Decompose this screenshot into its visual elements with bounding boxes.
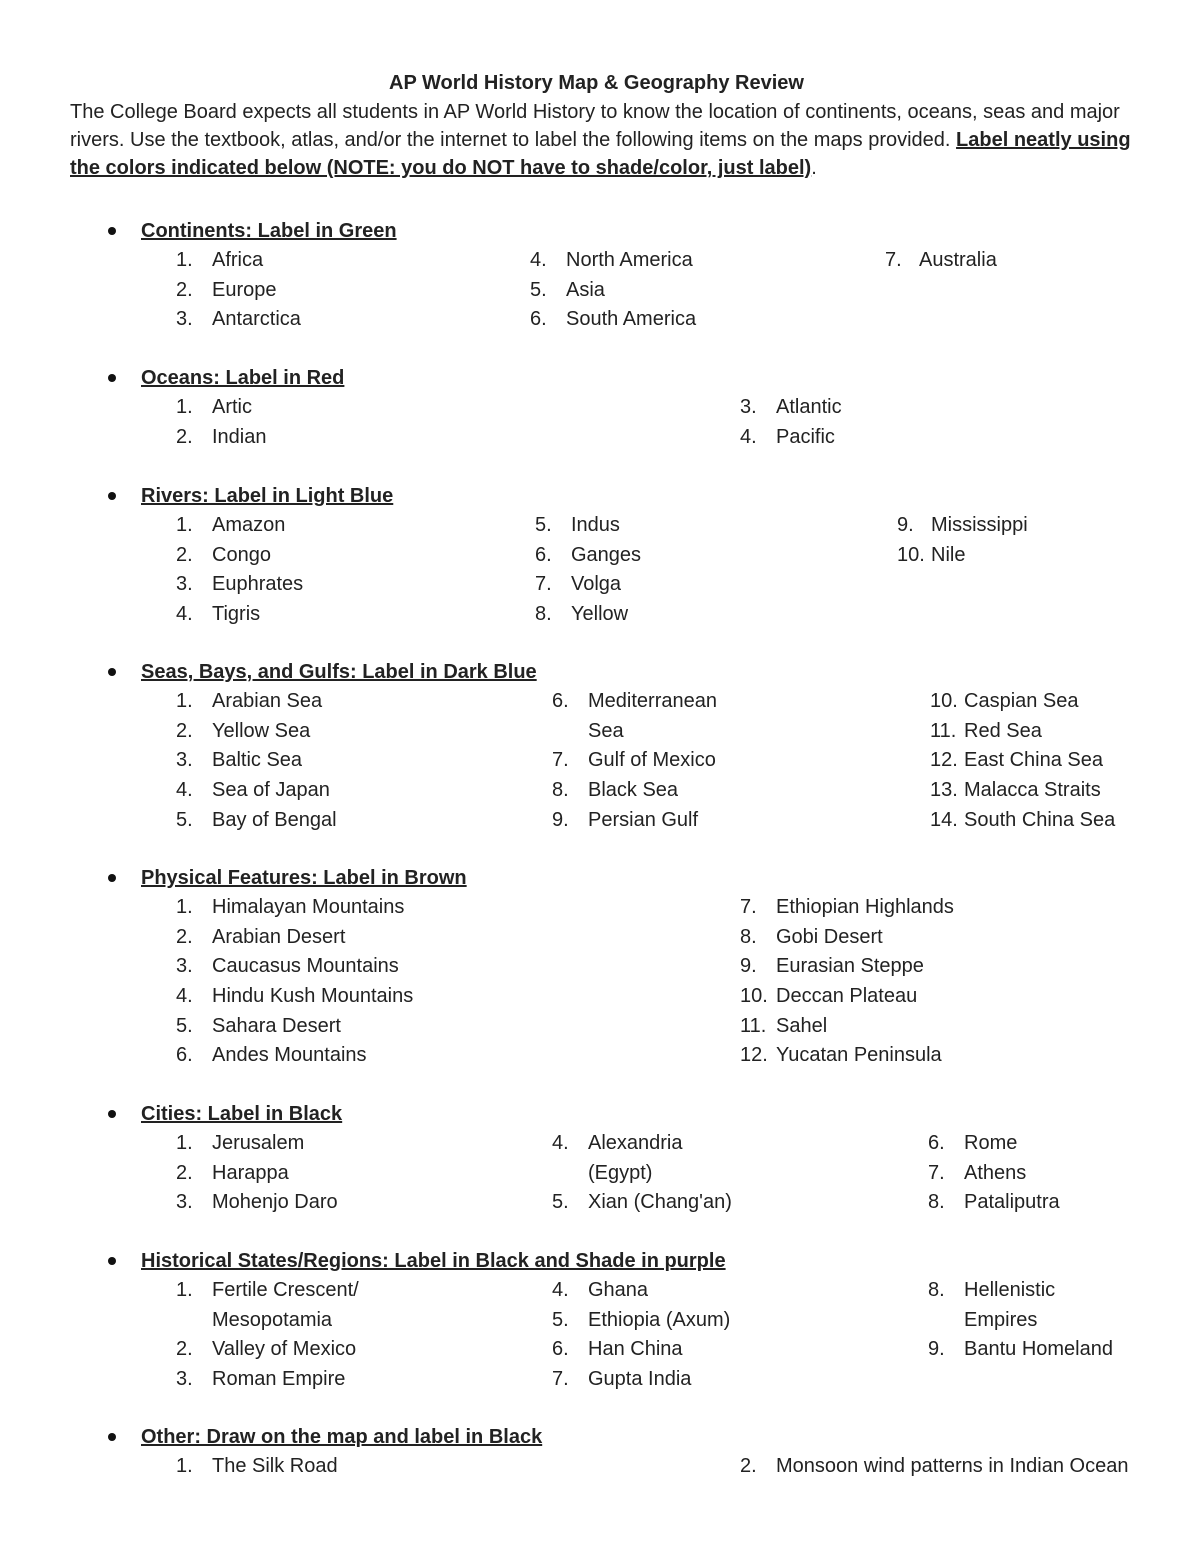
item-text: Amazon	[212, 514, 286, 536]
item-text: Euphrates	[212, 573, 304, 596]
item-text: Ganges	[571, 543, 642, 566]
section-heading-text: Physical Features: Label in Brown	[141, 867, 467, 889]
item-text: South America	[566, 308, 697, 331]
item-number: 1.	[176, 396, 193, 418]
item-number: 3.	[740, 396, 757, 418]
item-number: 3.	[176, 308, 193, 331]
item-number: 2.	[176, 1338, 193, 1361]
item-text: Hindu Kush Mountains	[212, 985, 414, 1008]
section-heading-text: Continents: Label in Green	[141, 220, 397, 242]
section-heading-text: Cities: Label in Black	[141, 1103, 343, 1125]
bullet-icon	[108, 1257, 116, 1265]
item-text: Monsoon wind patterns in Indian Ocean	[776, 1455, 1129, 1477]
item-text: Deccan Plateau	[776, 985, 918, 1008]
item-text: Han China	[588, 1338, 683, 1361]
item-number: 1.	[176, 1279, 193, 1301]
item-number: 8.	[740, 925, 757, 948]
item-text: Caspian Sea	[964, 690, 1079, 712]
item-text: Andes Mountains	[212, 1044, 367, 1067]
item-number: 8.	[928, 1191, 945, 1214]
item-text: Ghana	[588, 1279, 649, 1301]
item-text: Gupta India	[588, 1368, 692, 1391]
item-text: Mohenjo Daro	[212, 1191, 338, 1214]
item-text: Mesopotamia	[212, 1308, 333, 1331]
item-text: Nile	[931, 543, 966, 566]
item-number: 7.	[885, 249, 902, 271]
item-number: 1.	[176, 1132, 193, 1154]
item-number: 2.	[176, 543, 193, 566]
item-number: 5.	[530, 278, 547, 301]
item-text: Fertile Crescent/	[212, 1279, 359, 1301]
item-text: Asia	[566, 278, 605, 301]
item-text: Harappa	[212, 1161, 289, 1184]
item-text: Pacific	[776, 425, 835, 448]
item-text: North America	[566, 249, 693, 271]
item-text: Alexandria	[588, 1132, 683, 1154]
item-text: Persian Gulf	[588, 808, 699, 831]
item-number: 2.	[176, 425, 193, 448]
item-number: 4.	[552, 1132, 569, 1154]
bullet-icon	[108, 668, 116, 676]
item-number: 13.	[930, 779, 958, 802]
item-text: East China Sea	[964, 749, 1103, 772]
bullet-icon	[108, 374, 116, 382]
item-number: 7.	[928, 1161, 945, 1184]
item-text: Australia	[919, 249, 997, 271]
item-text: Black Sea	[588, 779, 679, 802]
item-number: 8.	[535, 603, 552, 626]
item-text: Europe	[212, 278, 277, 301]
instruction-note: Label neatly using the colors indicated below (NOTE: you do NOT have to shade/color, just label)	[70, 129, 1131, 179]
item-number: 9.	[740, 955, 757, 978]
item-number: 6.	[552, 1338, 569, 1361]
item-text: The Silk Road	[212, 1455, 338, 1477]
item-text: Artic	[212, 396, 252, 418]
item-text: Sahel	[776, 1014, 828, 1037]
item-number: 6.	[535, 543, 552, 566]
item-number: 5.	[535, 514, 552, 536]
item-number: 4.	[176, 779, 193, 802]
item-number: 7.	[552, 749, 569, 772]
bullet-icon	[108, 1110, 116, 1118]
item-number: 11.	[930, 719, 957, 742]
item-number: 1.	[176, 1455, 193, 1477]
item-number: 2.	[176, 719, 193, 742]
item-text: Yellow Sea	[212, 719, 311, 742]
item-text: Ethiopian Highlands	[776, 896, 954, 918]
section-heading-text: Historical States/Regions: Label in Black and Shade in purple	[141, 1250, 726, 1272]
item-number: 6.	[176, 1044, 193, 1067]
item-number: 9.	[928, 1338, 945, 1361]
item-number: 2.	[176, 1161, 193, 1184]
item-text: Indian	[212, 425, 267, 448]
item-number: 10.	[740, 985, 768, 1008]
item-text: Atlantic	[776, 396, 842, 418]
item-text: Gobi Desert	[776, 925, 883, 948]
item-text: Red Sea	[964, 719, 1042, 742]
item-text: Indus	[571, 514, 620, 536]
item-number: 7.	[740, 896, 757, 918]
item-number: 6.	[928, 1132, 945, 1154]
item-number: 3.	[176, 1368, 193, 1391]
item-text: Bantu Homeland	[964, 1338, 1113, 1361]
item-number: 7.	[535, 573, 552, 596]
item-text: Sea	[588, 719, 624, 742]
item-number: 11.	[740, 1014, 767, 1037]
item-text: Hellenistic	[964, 1279, 1056, 1301]
section-heading-text: Oceans: Label in Red	[141, 367, 345, 389]
item-text: Himalayan Mountains	[212, 896, 405, 918]
item-number: 7.	[552, 1368, 569, 1391]
item-number: 8.	[552, 779, 569, 802]
item-number: 3.	[176, 955, 193, 978]
item-text: Ethiopia (Axum)	[588, 1308, 731, 1331]
intro-text: The College Board expects all students in AP World History to know the location of continents, oceans, seas and major rivers. Use the textbook, atlas, and/or the internet to label the following items on the maps provided.	[70, 101, 1120, 151]
item-number: 12.	[930, 749, 958, 772]
item-text: (Egypt)	[588, 1161, 653, 1184]
item-text: Pataliputra	[964, 1191, 1060, 1214]
item-number: 4.	[176, 985, 193, 1008]
item-number: 1.	[176, 690, 193, 712]
item-number: 5.	[176, 808, 193, 831]
document-title: AP World History Map & Geography Review	[389, 72, 804, 94]
item-text: Roman Empire	[212, 1368, 346, 1391]
bullet-icon	[108, 227, 116, 235]
section-heading-text: Seas, Bays, and Gulfs: Label in Dark Blue	[141, 661, 537, 683]
item-text: Empires	[964, 1308, 1038, 1331]
item-number: 4.	[530, 249, 547, 271]
section-heading-text: Rivers: Label in Light Blue	[141, 485, 394, 507]
item-number: 12.	[740, 1044, 768, 1067]
item-text: Sahara Desert	[212, 1014, 341, 1037]
item-number: 4.	[552, 1279, 569, 1301]
item-text: Mediterranean	[588, 690, 717, 712]
item-text: Eurasian Steppe	[776, 955, 924, 978]
item-number: 6.	[530, 308, 547, 331]
item-text: Valley of Mexico	[212, 1338, 357, 1361]
item-number: 6.	[552, 690, 569, 712]
item-number: 2.	[740, 1455, 757, 1477]
item-text: Congo	[212, 543, 271, 566]
item-text: Xian (Chang'an)	[588, 1191, 732, 1214]
item-text: Yucatan Peninsula	[776, 1044, 942, 1067]
item-text: Mississippi	[931, 514, 1028, 536]
item-text: Baltic Sea	[212, 749, 303, 772]
intro-paragraph	[70, 98, 1135, 182]
item-text: Malacca Straits	[964, 779, 1101, 802]
bullet-icon	[108, 874, 116, 882]
note-period: .	[811, 157, 817, 179]
item-text: Africa	[212, 249, 264, 271]
item-number: 8.	[928, 1279, 945, 1301]
section-heading-text: Other: Draw on the map and label in Black	[141, 1426, 543, 1448]
item-text: Arabian Sea	[212, 690, 323, 712]
bullet-icon	[108, 492, 116, 500]
item-number: 10.	[897, 543, 925, 566]
item-text: Volga	[571, 573, 622, 596]
item-text: Jerusalem	[212, 1132, 305, 1154]
item-number: 5.	[552, 1191, 569, 1214]
item-text: Bay of Bengal	[212, 808, 337, 831]
item-number: 5.	[552, 1308, 569, 1331]
item-text: Antarctica	[212, 308, 301, 331]
item-number: 2.	[176, 925, 193, 948]
item-number: 1.	[176, 896, 193, 918]
item-number: 2.	[176, 278, 193, 301]
item-number: 3.	[176, 1191, 193, 1214]
item-number: 5.	[176, 1014, 193, 1037]
item-text: Arabian Desert	[212, 925, 346, 948]
item-text: Athens	[964, 1161, 1027, 1184]
item-text: Sea of Japan	[212, 779, 330, 802]
bullet-icon	[108, 1433, 116, 1441]
item-number: 3.	[176, 573, 193, 596]
item-text: Rome	[964, 1132, 1018, 1154]
item-number: 3.	[176, 749, 193, 772]
item-text: Yellow	[571, 603, 629, 626]
item-number: 10.	[930, 690, 958, 712]
item-number: 4.	[740, 425, 757, 448]
item-text: Gulf of Mexico	[588, 749, 716, 772]
item-number: 9.	[552, 808, 569, 831]
item-number: 9.	[897, 514, 914, 536]
item-number: 1.	[176, 249, 193, 271]
item-number: 14.	[930, 808, 958, 831]
item-text: Tigris	[212, 603, 261, 626]
item-text: South China Sea	[964, 808, 1116, 831]
item-number: 1.	[176, 514, 193, 536]
item-number: 4.	[176, 603, 193, 626]
item-text: Caucasus Mountains	[212, 955, 399, 978]
document-page	[70, 68, 1135, 182]
